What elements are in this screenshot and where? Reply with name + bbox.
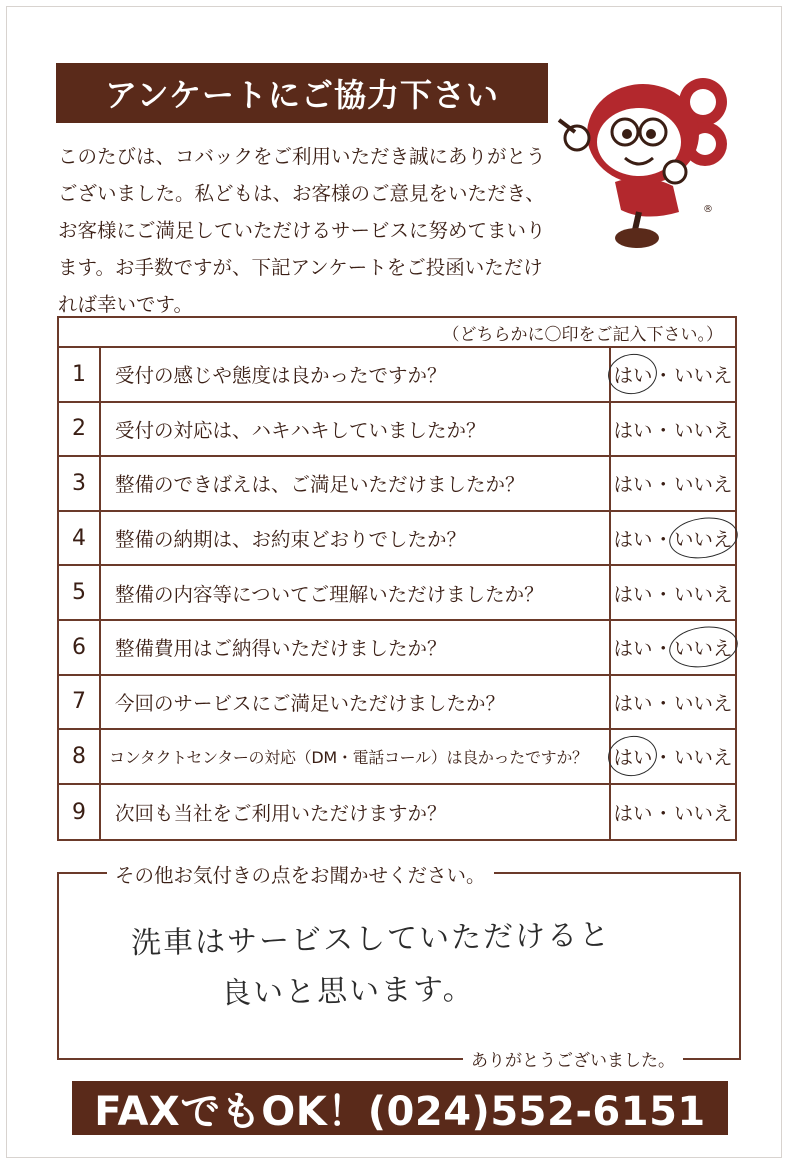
question-number: 8 xyxy=(59,730,101,783)
survey-row xyxy=(59,348,735,403)
answer-no[interactable]: いいえ xyxy=(674,633,733,661)
fax-number: FAXでもOK！(024)552-6151 xyxy=(94,1088,706,1135)
answer-yes[interactable]: はい xyxy=(613,637,653,661)
answer-options xyxy=(611,730,735,783)
question-text: 整備のできばえは、ご満足いただけましたか？ xyxy=(101,457,611,510)
answer-no[interactable]: いいえ xyxy=(674,364,733,388)
survey-instruction: （どちらかに〇印をご記入下さい。） xyxy=(59,318,735,348)
answer-yes[interactable]: はい xyxy=(613,360,652,388)
answer-separator: ・ xyxy=(653,582,673,606)
intro-text: このたびは、コバックをご利用いただき誠にありがとうございました。私どもは、お客様のご意見をいただき、お客様にご満足していただけるサービスに努めてまいります。お手数ですが、下記アンケートをご投函いただければ幸いです。 xyxy=(58,145,546,316)
question-number: 6 xyxy=(59,621,101,674)
survey-row xyxy=(59,676,735,731)
fax-banner xyxy=(72,1081,728,1135)
answer-no[interactable]: いいえ xyxy=(674,691,733,715)
answer-separator: ・ xyxy=(653,637,673,661)
answer-yes[interactable]: はい xyxy=(613,691,653,715)
title-banner xyxy=(56,63,548,123)
question-text: 受付の対応は、ハキハキしていましたか？ xyxy=(101,403,611,456)
answer-separator: ・ xyxy=(653,691,673,715)
answer-options xyxy=(611,676,735,729)
answer-options xyxy=(611,566,735,619)
answer-separator: ・ xyxy=(653,802,673,826)
question-number: 7 xyxy=(59,676,101,729)
answer-yes[interactable]: はい xyxy=(613,802,653,826)
question-text: 整備の内容等についてご理解いただけましたか？ xyxy=(101,566,611,619)
answer-no[interactable]: いいえ xyxy=(674,802,733,826)
comments-heading: その他お気付きの点をお聞かせください。 xyxy=(107,860,494,888)
mascot-icon xyxy=(555,62,735,252)
question-text: 今回のサービスにご満足いただけましたか？ xyxy=(101,676,611,729)
answer-no[interactable]: いいえ xyxy=(674,418,733,442)
answer-options xyxy=(611,785,735,840)
answer-options xyxy=(611,457,735,510)
answer-no[interactable]: いいえ xyxy=(674,746,733,770)
question-number: 3 xyxy=(59,457,101,510)
survey-row xyxy=(59,730,735,785)
question-number: 4 xyxy=(59,512,101,565)
survey-row xyxy=(59,403,735,458)
question-text: 次回も当社をご利用いただけますか？ xyxy=(101,785,611,840)
answer-options xyxy=(611,621,735,674)
handwritten-comment-line-1: 洗車はサービスしていただけると xyxy=(130,917,612,962)
answer-yes[interactable]: はい xyxy=(613,473,653,497)
handwritten-comment-line-2: 良いと思います。 xyxy=(220,971,475,1012)
survey-row xyxy=(59,566,735,621)
answer-separator: ・ xyxy=(653,746,673,770)
survey-row xyxy=(59,621,735,676)
question-number: 5 xyxy=(59,566,101,619)
question-number: 9 xyxy=(59,785,101,840)
answer-separator: ・ xyxy=(653,364,673,388)
survey-table xyxy=(57,316,737,841)
survey-row xyxy=(59,512,735,567)
answer-options xyxy=(611,403,735,456)
answer-separator: ・ xyxy=(653,418,673,442)
answer-yes[interactable]: はい xyxy=(613,582,653,606)
answer-yes[interactable]: はい xyxy=(613,742,652,770)
question-text: コンタクトセンターの対応（DM・電話コール）は良かったですか？ xyxy=(101,730,611,783)
answer-separator: ・ xyxy=(653,473,673,497)
answer-options xyxy=(611,512,735,565)
survey-row xyxy=(59,785,735,840)
trademark-mark: ® xyxy=(703,204,713,215)
question-number: 1 xyxy=(59,348,101,401)
answer-yes[interactable]: はい xyxy=(613,528,653,552)
thanks-text: ありがとうございました。 xyxy=(463,1046,683,1071)
answer-options xyxy=(611,348,735,401)
answer-yes[interactable]: はい xyxy=(613,418,653,442)
answer-separator: ・ xyxy=(653,528,673,552)
page-title: アンケートにご協力下さい xyxy=(104,76,500,114)
answer-no[interactable]: いいえ xyxy=(674,473,733,497)
question-text: 整備費用はご納得いただけましたか？ xyxy=(101,621,611,674)
question-text: 整備の納期は、お約束どおりでしたか？ xyxy=(101,512,611,565)
answer-no[interactable]: いいえ xyxy=(674,524,733,552)
answer-no[interactable]: いいえ xyxy=(674,582,733,606)
question-number: 2 xyxy=(59,403,101,456)
survey-row xyxy=(59,457,735,512)
question-text: 受付の感じや態度は良かったですか？ xyxy=(101,348,611,401)
comments-box xyxy=(57,864,741,1071)
